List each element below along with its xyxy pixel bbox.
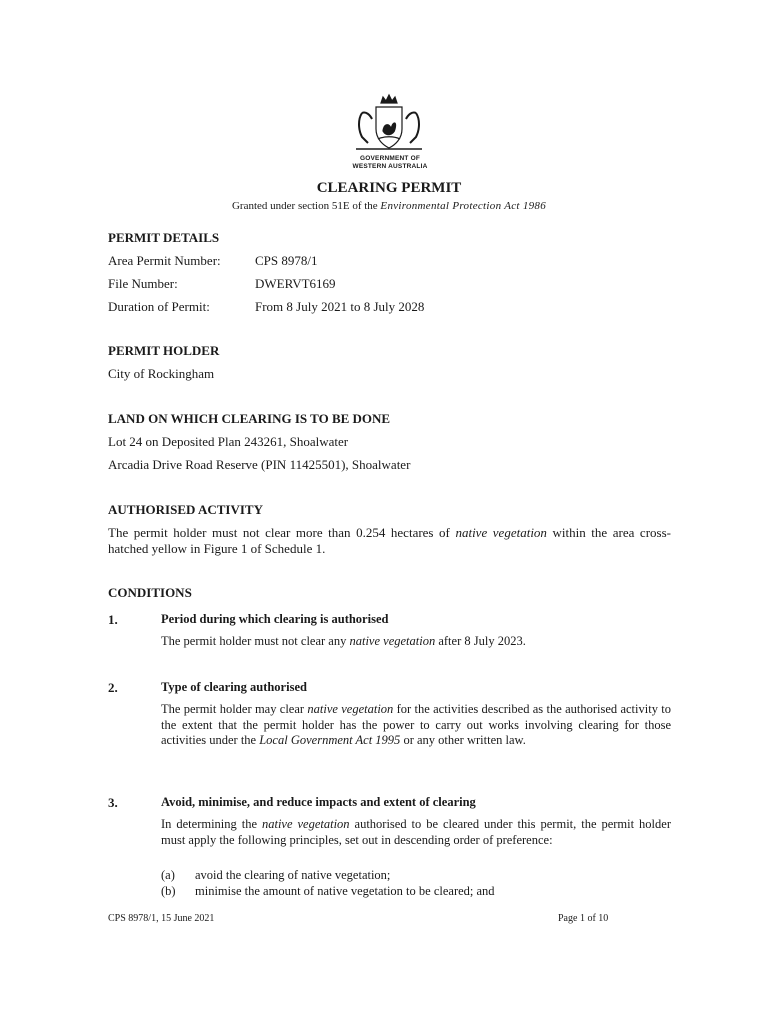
government-label — [330, 155, 450, 170]
authorised-activity-heading: AUTHORISED ACTIVITY — [108, 502, 263, 517]
area-permit-number-value: CPS 8978/1 — [255, 253, 318, 268]
condition-3-subitem-a-label: (a) — [161, 868, 175, 882]
duration-value: From 8 July 2021 to 8 July 2028 — [255, 299, 425, 314]
condition-2-title: Type of clearing authorised — [161, 680, 307, 694]
condition-3-subitem-b-text: minimise the amount of native vegetation to be cleared; and — [195, 884, 495, 898]
permit-details-heading: PERMIT DETAILS — [108, 230, 220, 245]
land-line-2: Arcadia Drive Road Reserve (PIN 11425501), Shoalwater — [108, 457, 411, 472]
authorised-activity-text — [108, 525, 671, 557]
document-subtitle — [0, 200, 770, 212]
permit-holder-heading: PERMIT HOLDER — [108, 343, 220, 358]
land-heading: LAND ON WHICH CLEARING IS TO BE DONE — [108, 411, 391, 426]
condition-3-title: Avoid, minimise, and reduce impacts and extent of clearing — [161, 795, 476, 809]
activity-text-before: The permit holder must not clear more than 0.254 hectares of — [108, 525, 456, 540]
condition-3-number: 3. — [108, 795, 118, 810]
activity-term: native vegetation — [455, 525, 547, 540]
file-number-value: DWERVT6169 — [255, 276, 336, 291]
condition-1-term: native vegetation — [349, 634, 436, 648]
condition-2-term: native vegetation — [307, 702, 394, 716]
subtitle-prefix: Granted under section 51E of the — [231, 200, 381, 212]
subtitle-act: Environmental Protection Act 1986 — [380, 200, 547, 212]
condition-2-act: Local Government Act 1995 — [259, 733, 401, 748]
permit-holder-name: City of Rockingham — [108, 366, 215, 381]
condition-1-number: 1. — [108, 612, 118, 627]
activity-text-after: within the area cross-hatched yellow in Figure 1 of Schedule 1. — [108, 525, 671, 556]
condition-2-before: The permit holder may clear — [161, 702, 308, 716]
duration-label: Duration of Permit: — [108, 299, 210, 314]
condition-1-body — [161, 634, 671, 650]
condition-3-before: In determining the — [161, 817, 262, 831]
condition-1-after: after 8 July 2023. — [435, 634, 526, 648]
condition-3-after: authorised to be cleared under this permit, the permit holder must apply the following principles, set out in descending order of preference: — [161, 817, 671, 847]
document-title: CLEARING PERMIT — [316, 180, 462, 196]
condition-2-after: or any other written law. — [400, 733, 526, 748]
file-number-label: File Number: — [108, 276, 178, 291]
condition-3-term: native vegetation — [261, 817, 350, 831]
footer-reference: CPS 8978/1, 15 June 2021 — [108, 913, 215, 924]
conditions-heading: CONDITIONS — [108, 585, 192, 600]
coat-of-arms-icon — [348, 93, 430, 153]
page-number: Page 1 of 10 — [558, 913, 609, 924]
government-label-line2: WESTERN AUSTRALIA — [352, 162, 428, 170]
condition-3-subitem-a-text: avoid the clearing of native vegetation; — [195, 868, 391, 882]
land-line-1: Lot 24 on Deposited Plan 243261, Shoalwater — [108, 434, 349, 449]
condition-3-body — [161, 817, 671, 848]
condition-1-title: Period during which clearing is authorised — [161, 612, 389, 626]
area-permit-number-label: Area Permit Number: — [108, 253, 221, 268]
condition-3-subitem-b-label: (b) — [161, 884, 176, 898]
condition-2-body — [161, 702, 671, 749]
condition-2-number: 2. — [108, 680, 118, 695]
condition-1-before: The permit holder must not clear any — [161, 634, 350, 648]
condition-2-middle: for the activities described as the authorised activity to the extent that the permit holder has the power to carry out works involving clearing for those activities under the — [161, 702, 671, 748]
government-label-line1: GOVERNMENT OF — [359, 155, 421, 162]
